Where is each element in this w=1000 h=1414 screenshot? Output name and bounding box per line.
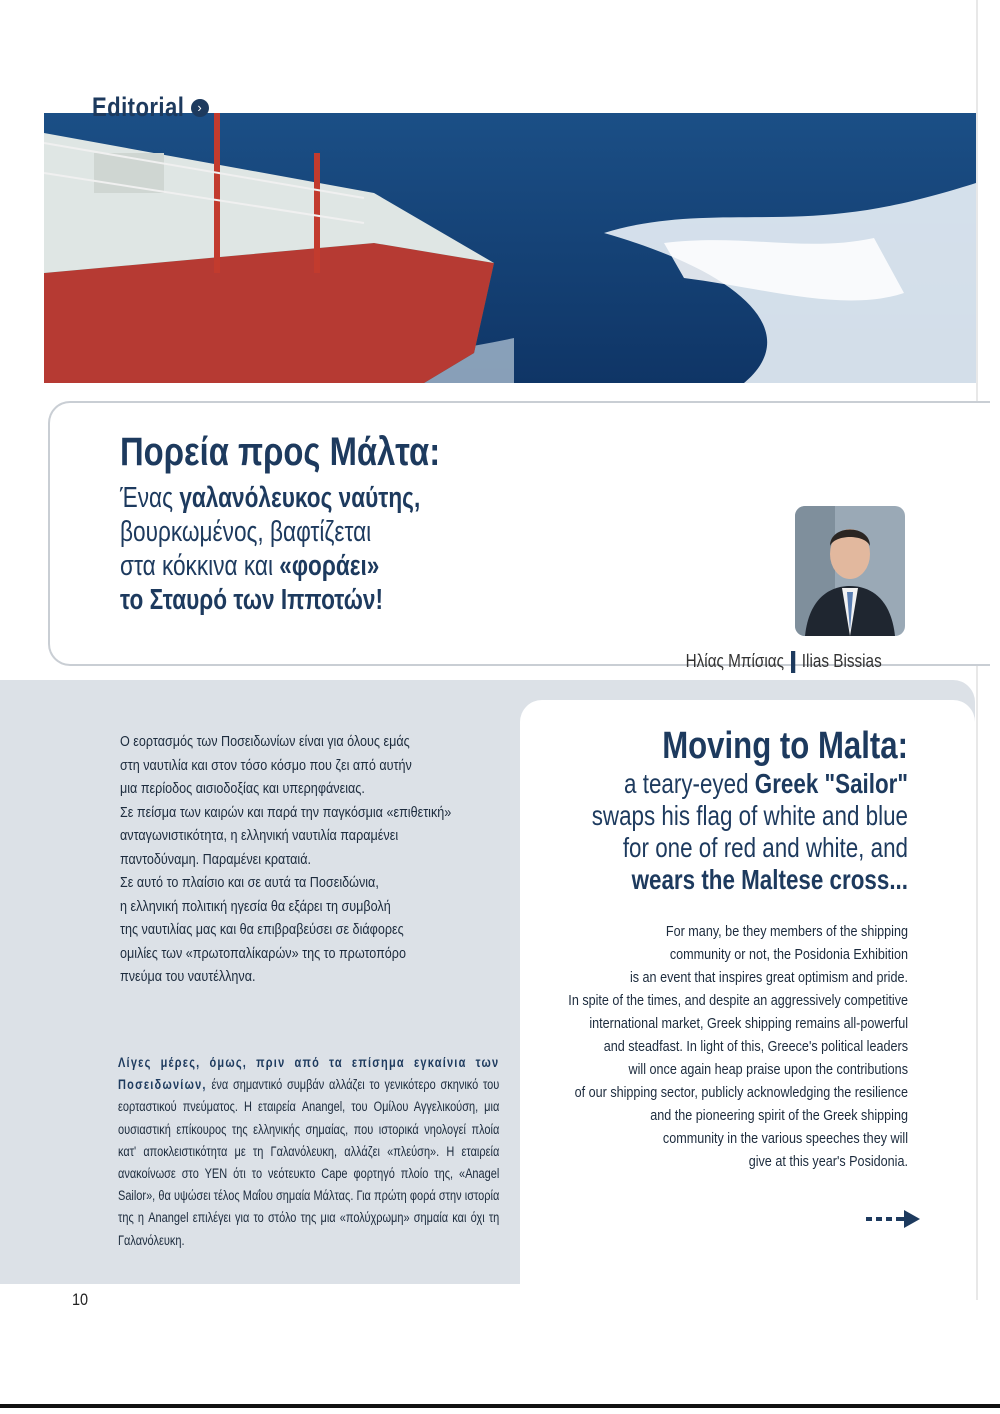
- greek-intro-line: Σε αυτό το πλαίσιο και σε αυτά τα Ποσειδώνια,: [120, 874, 379, 891]
- section-tag: [92, 92, 209, 123]
- greek-intro: [120, 730, 510, 989]
- english-body-line: For many, be they members of the shipping: [665, 923, 908, 940]
- greek-intro-line: η ελληνική πολιτική ηγεσία θα εξάρει τη συμβολή: [120, 897, 391, 915]
- bottom-rule: [0, 1404, 1000, 1408]
- byline: [686, 651, 882, 673]
- english-title: [488, 725, 908, 896]
- greek-intro-line: Ο εορτασμός των Ποσειδωνίων είναι για όλους εμάς: [120, 733, 410, 750]
- english-body-line: give at this year's Posidonia.: [748, 1153, 908, 1170]
- greek-intro-line: Σε πείσμα των καιρών και παρά την παγκόσμια «επιθετική»: [120, 803, 452, 821]
- english-headline: Moving to Malta:: [662, 725, 908, 767]
- greek-intro-line: παντοδύναμη. Παραμένει κραταιά.: [120, 850, 312, 868]
- greek-subtitle-line4: το Σταυρό των Ιπποτών!: [120, 584, 383, 616]
- english-subtitle-line1: a teary-eyed Greek "Sailor": [624, 768, 908, 799]
- english-body-line: of our shipping sector, publicly acknowledging the resilience: [574, 1084, 908, 1101]
- greek-intro-line: στη ναυτιλία και στον τόσο κόσμο που ζει από αυτήν: [120, 756, 412, 774]
- arrow-right-icon: [864, 1207, 924, 1231]
- byline-divider: [791, 651, 795, 673]
- ship-photo: [44, 113, 976, 383]
- greek-title: [120, 430, 600, 617]
- author-name-en: Ilias Bissias: [802, 651, 882, 671]
- english-body-line: international market, Greek shipping remains all-powerful: [589, 1015, 908, 1032]
- greek-intro-line: της ναυτιλίας μας και θα επιβραβεύσει σε διάφορες: [120, 921, 404, 938]
- greek-subtitle-line1: Ένας γαλανόλευκος ναύτης,: [120, 482, 421, 514]
- greek-body: [118, 1052, 500, 1252]
- greek-intro-line: ανταγωνιστικότητα, η ελληνική ναυτιλία παραμένει: [120, 827, 399, 844]
- english-body-line: community in the various speeches they will: [662, 1130, 908, 1147]
- continue-arrow-button[interactable]: [848, 1190, 940, 1248]
- greek-subtitle-line2: βουρκωμένος, βαφτίζεται: [120, 516, 372, 548]
- english-body-line: is an event that inspires great optimism and pride.: [629, 969, 908, 986]
- english-body: [468, 920, 908, 1173]
- greek-intro-line: ομιλίες των «πρωτοπαλίκαρών» της το πρωτοπόρο: [120, 944, 406, 962]
- ship-image: [44, 113, 976, 383]
- english-body-line: In spite of the times, and despite an aggressively competitive: [568, 992, 908, 1009]
- greek-body-paragraph: Λίγες μέρες, όμως, πριν από τα επίσημα εγκαίνια των Ποσειδωνίων, ένα σημαντικό συμβάν αλλάζει το γενικότερο σκηνικό του εορταστικού πνεύματος. Η εταιρεία Anangel, του Ομίλου Αγγελικούση, μια ουσιαστική επίκουρος της ελληνικής σημαίας, που ιστορικά νηολογεί πλοία κατ' αποκλειστικότητα με τη Γαλανόλευκη, αλλάζει «πλεύση». Η εταιρεία ανακοίνωσε στο ΥΕΝ ότι το νεότευκτο Cape φορτηγό πλοίο της, «Anagel Sailor», θα υψώσει τέλος Μαΐου σημαία Μάλτας. Για πρώτη φορά στην ιστορία της η Anangel επιλέγει για το στόλο της μια «πολύχρωμη» σημαία και όχι τη Γαλανόλευκη.: [118, 1055, 500, 1248]
- english-subtitle-line2: swaps his flag of white and blue: [591, 800, 908, 831]
- greek-intro-line: μια περίοδος αισιοδοξίας και υπερηφάνειας.: [120, 780, 365, 797]
- english-subtitle-line4: wears the Maltese cross...: [631, 864, 908, 895]
- english-subtitle-line3: for one of red and white, and: [622, 832, 908, 863]
- chevron-right-icon: ›: [191, 99, 209, 117]
- english-body-line: and the pioneering spirit of the Greek shipping: [650, 1107, 908, 1124]
- section-label: Editorial: [92, 92, 185, 122]
- greek-intro-line: πνεύμα του ναυτέλληνα.: [120, 968, 256, 985]
- english-body-line: community or not, the Posidonia Exhibition: [669, 946, 908, 963]
- english-body-line: and steadfast. In light of this, Greece's political leaders: [603, 1038, 908, 1055]
- author-photo: [795, 506, 905, 636]
- author-name-gr: Ηλίας Μπίσιας: [685, 651, 785, 671]
- greek-headline: Πορεία προς Μάλτα:: [120, 430, 441, 474]
- greek-subtitle-line3: στα κόκκινα και «φοράει»: [120, 550, 380, 582]
- english-body-line: will once again heap praise upon the contributions: [628, 1061, 908, 1078]
- page-number: 10: [72, 1290, 89, 1309]
